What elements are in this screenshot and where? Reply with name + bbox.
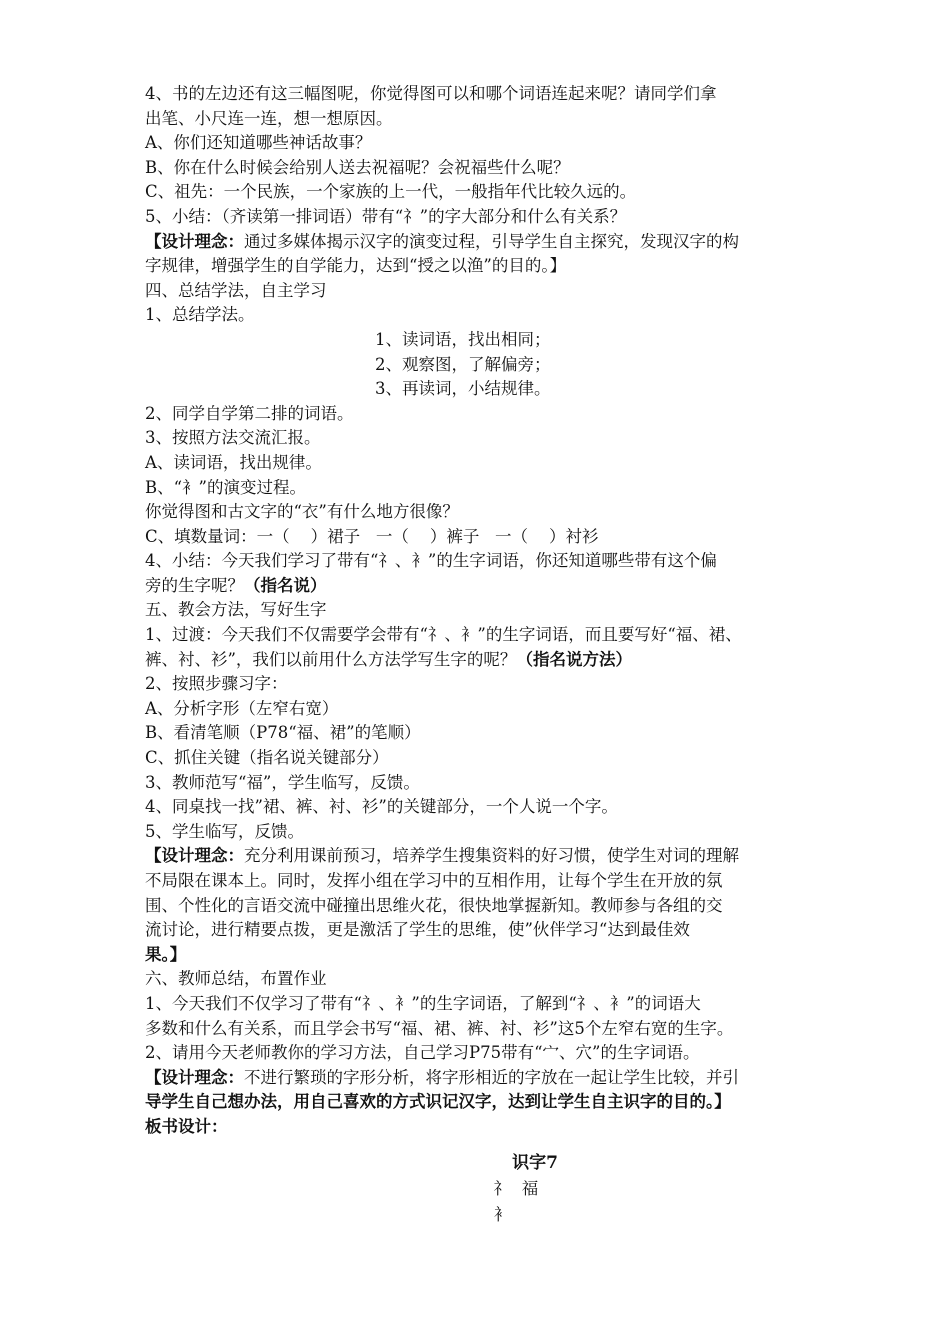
text-line: 出笔、小尺连一连，想一想原因。: [145, 108, 393, 128]
text-line: C、填数量词：一（ ）裙子 一（ ）裤子 一（ ）衬衫: [145, 526, 599, 546]
design-note-text: 通过多媒体揭示汉字的演变过程，引导学生自主探究，发现汉字的构: [244, 231, 739, 251]
text-line: 4、书的左边还有这三幅图呢，你觉得图可以和哪个词语连起来呢？请同学们拿: [145, 84, 717, 103]
design-note-label: 【设计理念：: [145, 1067, 244, 1087]
text-span: 裤、衬、衫”，我们以前用什么方法学写生字的呢？: [145, 649, 517, 669]
text-line: A、读词语，找出规律。: [145, 452, 322, 472]
board-design: [145, 1150, 835, 1228]
text-line: 1、过渡：今天我们不仅需要学会带有“礻、衤”的生字词语，而且要写好“福、裙、: [145, 625, 742, 645]
board-radical: 礻: [493, 1178, 510, 1198]
section-heading: 五、教会方法，写好生字: [145, 600, 327, 620]
design-note-text: 导学生自己想办法，用自己喜欢的方式识记汉字，达到让学生自主识字的目的。】: [145, 1092, 731, 1112]
design-note-text: 不进行繁琐的字形分析，将字形相近的字放在一起让学生比较，并引: [244, 1067, 739, 1087]
design-note-text: 流讨论，进行精要点拨，更是激活了学生的思维，使”伙伴学习“达到最佳效: [145, 920, 690, 940]
text-line: 4、同桌找一找”裙、裤、衬、衫”的关键部分，一个人说一个字。: [145, 797, 618, 817]
section-heading: 四、总结学法，自主学习: [145, 280, 327, 300]
text-line: 1、总结学法。: [145, 305, 255, 325]
design-note-text: 字规律，增强学生的自学能力，达到“授之以渔”的目的。】: [145, 256, 567, 276]
document-page: [145, 82, 835, 1228]
text-line: 3、按照方法交流汇报。: [145, 428, 321, 448]
design-note-text: 围、个性化的言语交流中碰撞出思维火花，很快地掌握新知。教师参与各组的交: [145, 895, 723, 915]
board-row: [145, 1202, 835, 1228]
design-note-label: 【设计理念：: [145, 846, 244, 866]
bold-note: （指名说）: [244, 575, 327, 595]
design-note: [145, 844, 835, 869]
text-span: 旁的生字呢？: [145, 575, 244, 595]
method-step: 3、再读词，小结规律。: [375, 379, 551, 399]
bold-note: （指名说方法）: [516, 649, 632, 669]
design-note-text: 不局限在课本上。同时，发挥小组在学习中的互相作用，让每个学生在开放的氛: [145, 871, 723, 890]
design-note-text: 果。】: [145, 944, 187, 964]
text-line: 2、按照步骤习字：: [145, 674, 288, 694]
text-line: [145, 574, 835, 599]
text-line: C、祖先：一个民族，一个家族的上一代，一般指年代比较久远的。: [145, 182, 637, 202]
text-line: 1、今天我们不仅学习了带有“礻、衤”的生字词语，了解到“礻、衤”的词语大: [145, 993, 701, 1013]
text-line: 3、教师范写“福”，学生临写，反馈。: [145, 772, 420, 792]
text-line: 5、小结：（齐读第一排词语）带有“礻”的字大部分和什么有关系？: [145, 206, 627, 226]
board-design-label: 板书设计：: [145, 1116, 228, 1136]
text-line: C、抓住关键（指名说关键部分）: [145, 748, 389, 768]
method-step: 2、观察图，了解偏旁；: [375, 354, 551, 374]
text-line: 你觉得图和古文字的“衣”有什么地方很像？: [145, 502, 459, 522]
text-line: 5、学生临写，反馈。: [145, 821, 304, 841]
text-line: B、看清笔顺（P78“福、裙”的笔顺）: [145, 723, 421, 743]
design-note: [145, 1066, 835, 1091]
design-note-label: 【设计理念：: [145, 231, 244, 251]
design-note-text: 充分利用课前预习，培养学生搜集资料的好习惯，使学生对词的理解: [244, 846, 739, 866]
text-line: B、你在什么时候会给别人送去祝福呢？会祝福些什么呢？: [145, 157, 570, 177]
board-character: 福: [521, 1178, 539, 1198]
board-radical: 衤: [493, 1204, 511, 1224]
text-line: 多数和什么有关系，而且学会书写“福、裙、裤、衬、衫”这5个左窄右宽的生字。: [145, 1018, 734, 1038]
text-line: A、你们还知道哪些神话故事？: [145, 133, 372, 153]
design-note: [145, 230, 835, 255]
text-line: [145, 648, 835, 673]
section-heading: 六、教师总结，布置作业: [145, 969, 327, 989]
text-line: B、“衤”的演变过程。: [145, 477, 306, 497]
board-row: [145, 1176, 835, 1202]
method-step: 1、读词语，找出相同；: [375, 329, 551, 349]
text-line: 2、请用今天老师教你的学习方法，自己学习P75带有“宀、穴”的生字词语。: [145, 1043, 700, 1063]
text-line: 4、小结：今天我们学习了带有“礻、衤”的生字词语，你还知道哪些带有这个偏: [145, 551, 717, 571]
text-line: 2、同学自学第二排的词语。: [145, 403, 354, 423]
text-line: A、分析字形（左窄右宽）: [145, 698, 339, 718]
board-title: 识字7: [512, 1152, 558, 1173]
